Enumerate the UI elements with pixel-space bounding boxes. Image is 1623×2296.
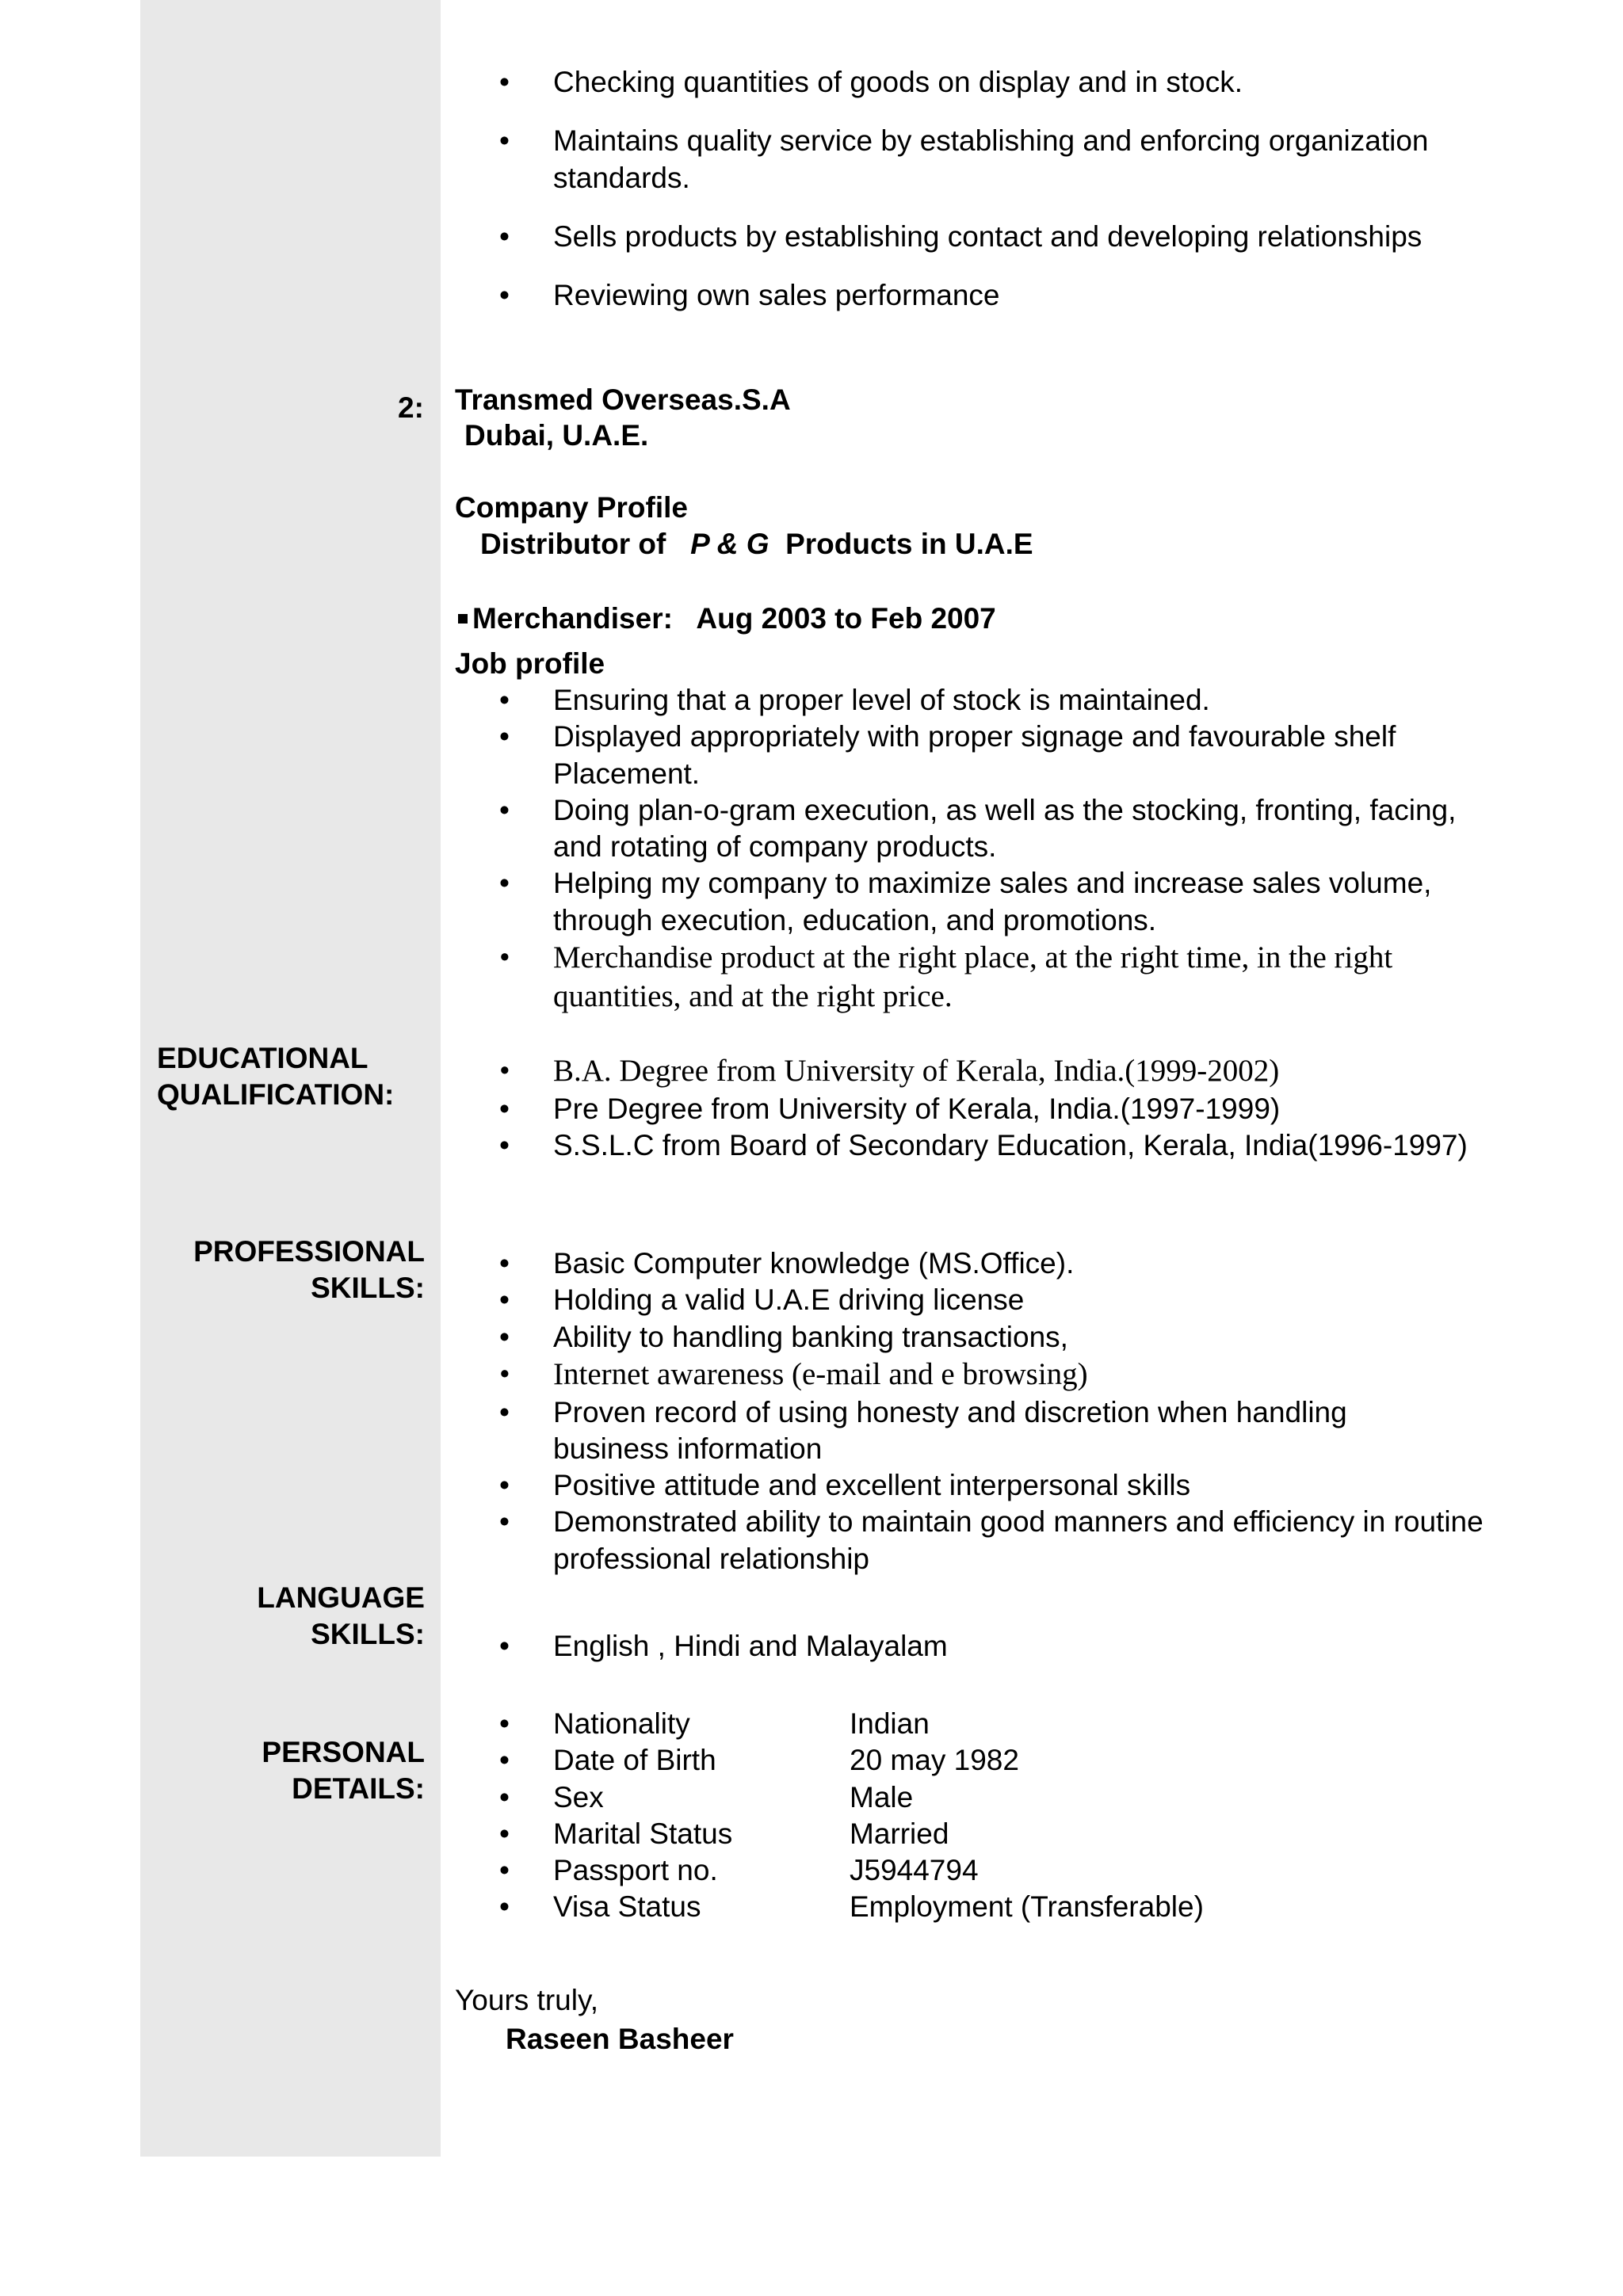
personal-value: Male <box>850 1780 914 1814</box>
professional-label-line2: SKILLS: <box>311 1272 425 1305</box>
list-item: • Pre Degree from University of Kerala, India.(1997-1999) <box>455 1091 1485 1127</box>
profile-suffix: Products in U.A.E <box>785 528 1033 560</box>
list-item: • Holding a valid U.A.E driving license <box>455 1282 1485 1318</box>
personal-label-line2: DETAILS: <box>292 1772 425 1806</box>
personal-details-list <box>455 1706 1485 1926</box>
list-item: • Internet awareness (e-mail and e browsing) <box>455 1356 1485 1394</box>
personal-value: Indian <box>850 1707 930 1740</box>
table-row <box>455 1706 1485 1742</box>
list-item: • Proven record of using honesty and discretion when handling business information <box>455 1394 1465 1468</box>
company-profile-text <box>480 526 1033 563</box>
personal-key: • Nationality <box>553 1707 690 1740</box>
list-item: • Positive attitude and excellent interpersonal skills <box>455 1467 1485 1504</box>
list-item: • Ability to handling banking transactions, <box>455 1319 1485 1356</box>
role-title: Merchandiser: <box>472 602 673 635</box>
list-item: • Basic Computer knowledge (MS.Office). <box>455 1245 1485 1282</box>
professional-skills-label <box>193 1234 425 1307</box>
previous-job-duties-list <box>455 64 1485 314</box>
list-item: • Reviewing own sales performance <box>455 277 1485 314</box>
language-skills-label <box>257 1580 425 1653</box>
table-row <box>455 1742 1485 1779</box>
list-item: • Checking quantities of goods on display and in stock. <box>455 64 1485 101</box>
signature-name: Raseen Basheer <box>506 2023 734 2055</box>
job-number: 2: <box>398 391 424 424</box>
education-list <box>455 1052 1485 1164</box>
professional-label-line1: PROFESSIONAL <box>193 1235 425 1268</box>
list-item: • Ensuring that a proper level of stock is maintained. <box>455 682 1485 719</box>
table-row <box>455 1852 1485 1889</box>
role-period: Aug 2003 to Feb 2007 <box>696 602 996 635</box>
list-item: • Maintains quality service by establishing and enforcing organization standards. <box>455 123 1485 196</box>
personal-key: • Sex <box>553 1780 604 1814</box>
list-item: • B.A. Degree from University of Kerala, India.(1999-2002) <box>455 1052 1485 1091</box>
table-row <box>455 1889 1485 1925</box>
personal-value: 20 may 1982 <box>850 1744 1019 1777</box>
personal-value: Employment (Transferable) <box>850 1890 1204 1924</box>
list-item: • Sells products by establishing contact and developing relationships <box>455 219 1485 255</box>
company-profile-heading: Company Profile <box>455 491 688 524</box>
professional-skills-list <box>455 1245 1485 1577</box>
personal-key: • Marital Status <box>553 1817 733 1850</box>
personal-details-label <box>262 1734 425 1808</box>
list-item: • Doing plan-o-gram execution, as well as the stocking, fronting, facing, and rotating of company products. <box>455 792 1488 866</box>
role-line <box>455 601 996 637</box>
language-label-line2: SKILLS: <box>311 1618 425 1651</box>
language-skills-list <box>455 1628 1485 1665</box>
table-row <box>455 1779 1485 1816</box>
job-profile-heading: Job profile <box>455 647 605 680</box>
education-label <box>157 1040 394 1114</box>
closing-salutation: Yours truly, <box>455 1984 598 2016</box>
list-item: • Displayed appropriately with proper signage and favourable shelf Placement. <box>455 719 1417 792</box>
company-location: Dubai, U.A.E. <box>464 419 649 452</box>
list-item: • English , Hindi and Malayalam <box>455 1628 1485 1665</box>
language-label-line1: LANGUAGE <box>257 1581 425 1614</box>
personal-key: • Passport no. <box>553 1854 718 1886</box>
profile-brand: P & G <box>690 528 769 560</box>
personal-key: • Date of Birth <box>553 1744 716 1777</box>
education-label-line1: EDUCATIONAL <box>157 1042 369 1074</box>
education-label-line2: QUALIFICATION: <box>157 1078 395 1112</box>
personal-value: Married <box>850 1817 949 1850</box>
job-duties-list <box>455 682 1485 1016</box>
personal-value: J5944794 <box>850 1854 979 1886</box>
table-row <box>455 1816 1485 1852</box>
list-item: • Demonstrated ability to maintain good manners and efficiency in routine professional relationship <box>455 1504 1488 1577</box>
personal-key: • Visa Status <box>553 1890 701 1924</box>
profile-prefix: Distributor of <box>480 528 666 560</box>
list-item: • Merchandise product at the right place, at the right time, in the right quantities, and at the right price. <box>455 939 1488 1016</box>
list-item: • S.S.L.C from Board of Secondary Education, Kerala, India(1996-1997) <box>455 1127 1488 1164</box>
personal-label-line1: PERSONAL <box>262 1736 425 1768</box>
list-item: • Helping my company to maximize sales and increase sales volume, through execution, education, and promotions. <box>455 865 1485 939</box>
company-name: Transmed Overseas.S.A <box>455 383 791 416</box>
square-bullet-icon <box>458 614 468 624</box>
